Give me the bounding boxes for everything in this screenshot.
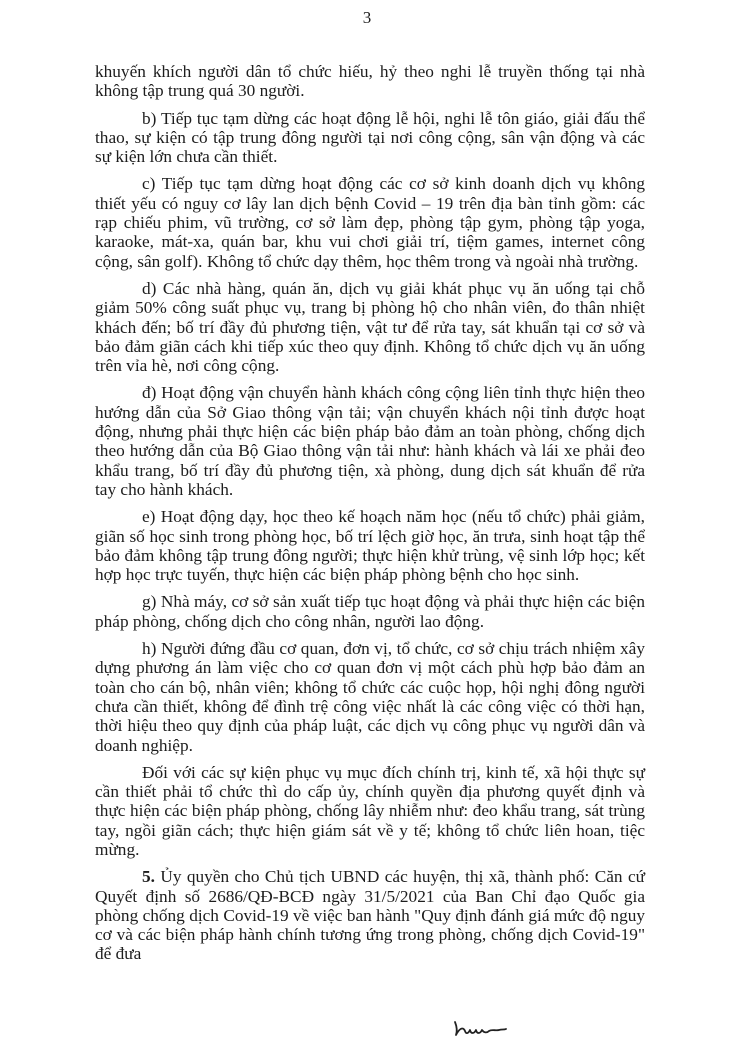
paragraph-item-d: d) Các nhà hàng, quán ăn, dịch vụ giải khát phục vụ ăn uống tại chỗ giảm 50% công suất phục vụ, trang bị phòng hộ cho nhân viên, đo thân nhiệt khách đến; bố trí đầy đủ phương tiện, vật tư để rửa tay, sát khuẩn tại cơ sở và bảo đảm giãn cách khi tiếp xúc theo quy định. Không tổ chức dịch vụ ăn uống trên vỉa hè, nơi công cộng. bbox=[95, 278, 645, 376]
paragraph-item-b: b) Tiếp tục tạm dừng các hoạt động lễ hội, nghi lễ tôn giáo, giải đấu thể thao, sự kiện có tập trung đông người tại nơi công cộng, sân vận động và các sự kiện lớn chưa cần thiết. bbox=[95, 108, 645, 167]
paragraph-political-events: Đối với các sự kiện phục vụ mục đích chính trị, kinh tế, xã hội thực sự cần thiết phải tổ chức thì do cấp ủy, chính quyền địa phương quyết định và thực hiện các biện pháp phòng, chống lây nhiễm như: đeo khẩu trang, sát trùng tay, ngồi giãn cách; thực hiện giám sát về y tế; không tổ chức liên hoan, tiệc mừng. bbox=[95, 762, 645, 859]
paragraph-item-g: g) Nhà máy, cơ sở sản xuất tiếp tục hoạt động và phải thực hiện các biện pháp phòng, chống dịch cho công nhân, người lao động. bbox=[95, 592, 645, 631]
paragraph-item-h: h) Người đứng đầu cơ quan, đơn vị, tổ chức, cơ sở chịu trách nhiệm xây dựng phương án làm việc cho cơ quan đơn vị một cách phù hợp bảo đảm an toàn cho cán bộ, nhân viên; không tổ chức các cuộc họp, hội nghị đông người chưa cần thiết, không để đình trệ công việc nhất là các công việc có thời hạn, thời hiệu theo quy định của pháp luật, các dịch vụ công phục vụ người dân và doanh nghiệp. bbox=[95, 639, 645, 755]
paragraph-continuation: khuyến khích người dân tổ chức hiếu, hỷ theo nghi lễ truyền thống tại nhà không tập trung quá 30 người. bbox=[95, 62, 645, 101]
section-number: 5. bbox=[142, 867, 155, 887]
paragraph-item-dd: đ) Hoạt động vận chuyển hành khách công cộng liên tỉnh thực hiện theo hướng dẫn của Sở Giao thông vận tải; vận chuyển khách nội tỉnh được hoạt động, nhưng phải thực hiện các biện pháp bảo đảm an toàn phòng, chống dịch theo hướng dẫn của Bộ Giao thông vận tải như: hành khách và lái xe phải đeo khẩu trang, bố trí đầy đủ phương tiện, xà phòng, dung dịch sát khuẩn để rửa tay cho hành khách. bbox=[95, 383, 645, 499]
document-body bbox=[95, 62, 645, 972]
paragraph-item-c: c) Tiếp tục tạm dừng hoạt động các cơ sở kinh doanh dịch vụ không thiết yếu có nguy cơ lây lan dịch bệnh Covid – 19 trên địa bàn tỉnh gồm: các rạp chiếu phim, vũ trường, cơ sở làm đẹp, phòng tập gym, phòng tập yoga, karaoke, mát-xa, quán bar, khu vui chơi giải trí, tiệm games, internet công cộng, sân golf). Không tổ chức dạy thêm, học thêm trong và ngoài nhà trường. bbox=[95, 174, 645, 271]
section-5-text: Ủy quyền cho Chủ tịch UBND các huyện, thị xã, thành phố: Căn cứ Quyết định số 2686/QĐ-BCĐ ngày 31/5/2021 của Ban Chỉ đạo Quốc gia phòng chống dịch Covid-19 về việc ban hành "Quy định đánh giá mức độ nguy cơ và các biện pháp hành chính tương ứng trong phòng, chống dịch Covid-19" để đưa bbox=[95, 867, 645, 964]
paragraph-item-e: e) Hoạt động dạy, học theo kế hoạch năm học (nếu tổ chức) phải giảm, giãn số học sinh trong phòng học, bố trí lệch giờ học, ăn trưa, sinh hoạt tập thể bảo đảm không tập trung đông người; thực hiện khử trùng, vệ sinh lớp học; kết hợp học trực tuyến, thực hiện các biện pháp phòng bệnh cho học sinh. bbox=[95, 507, 645, 585]
page-number: 3 bbox=[362, 8, 372, 27]
signature-initials bbox=[452, 1018, 508, 1038]
paragraph-section-5 bbox=[95, 867, 645, 963]
